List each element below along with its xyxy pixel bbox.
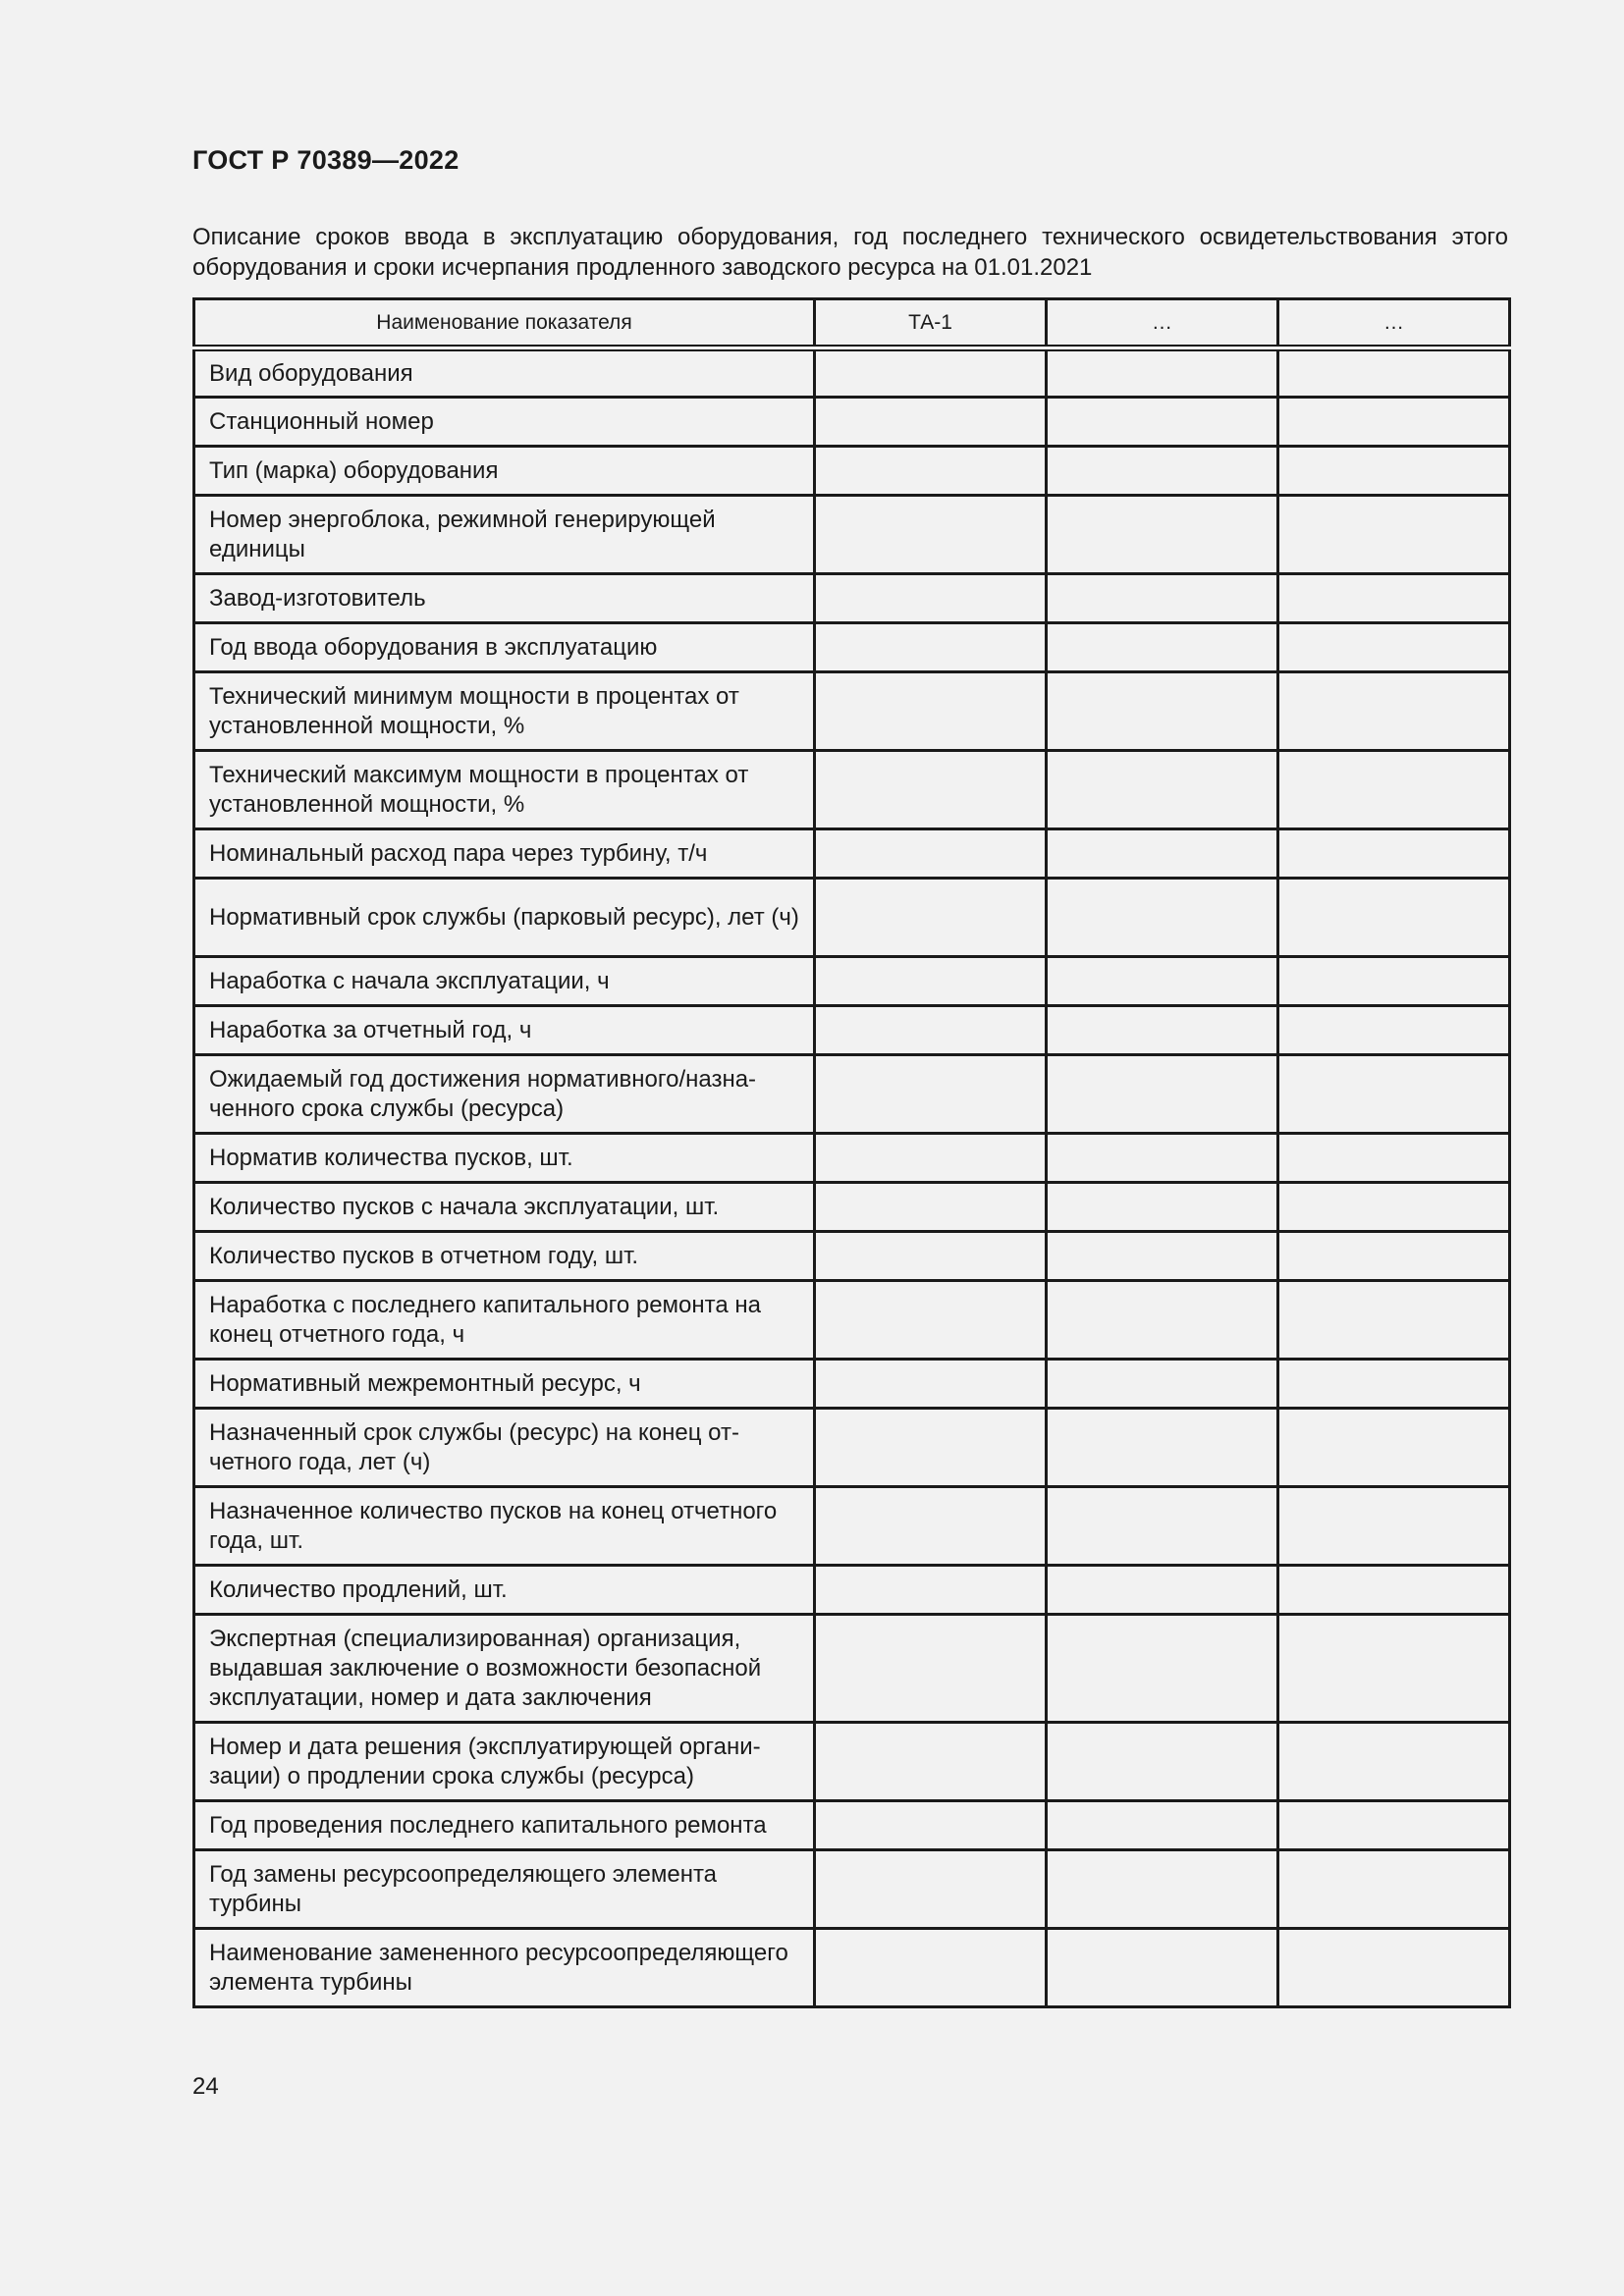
value-cell-col-3 (1278, 574, 1510, 623)
table-row (194, 623, 1510, 672)
value-cell-col-3 (1278, 1409, 1510, 1487)
indicator-label: Год замены ресурсоопределяющего элемента турбины (194, 1850, 815, 1929)
value-cell-col-3 (1278, 1006, 1510, 1055)
value-cell-col-1 (815, 1929, 1047, 2007)
table-row (194, 398, 1510, 447)
page-number: 24 (192, 2073, 219, 2100)
value-cell-col-1 (815, 1723, 1047, 1801)
value-cell-col-2 (1047, 1801, 1278, 1850)
indicator-label: Год ввода оборудования в эксплуатацию (194, 623, 815, 672)
table-row (194, 1055, 1510, 1134)
value-cell-col-2 (1047, 1006, 1278, 1055)
indicator-label: Наработка с последнего капитального ремонта на конец отчетного года, ч (194, 1281, 815, 1360)
table-row (194, 496, 1510, 574)
value-cell-col-2 (1047, 398, 1278, 447)
value-cell-col-3 (1278, 957, 1510, 1006)
value-cell-col-1 (815, 672, 1047, 751)
value-cell-col-1 (815, 1281, 1047, 1360)
table-row (194, 1487, 1510, 1566)
table-row (194, 1409, 1510, 1487)
value-cell-col-1 (815, 879, 1047, 957)
indicator-label: Наработка за отчетный год, ч (194, 1006, 815, 1055)
value-cell-col-3 (1278, 348, 1510, 398)
value-cell-col-1 (815, 957, 1047, 1006)
indicator-label: Год проведения последнего капитального ремонта (194, 1801, 815, 1850)
table-row (194, 1615, 1510, 1723)
value-cell-col-2 (1047, 879, 1278, 957)
indicator-label: Наработка с начала эксплуатации, ч (194, 957, 815, 1006)
indicator-label: Номер и дата решения (эксплуатирующей организации) о продлении срока службы (ресурса) (194, 1723, 815, 1801)
table-row (194, 879, 1510, 957)
value-cell-col-2 (1047, 829, 1278, 879)
value-cell-col-2 (1047, 1487, 1278, 1566)
table-row (194, 751, 1510, 829)
value-cell-col-1 (815, 348, 1047, 398)
value-cell-col-3 (1278, 1801, 1510, 1850)
value-cell-col-3 (1278, 1232, 1510, 1281)
table-header-row (194, 299, 1510, 348)
value-cell-col-1 (815, 496, 1047, 574)
value-cell-col-2 (1047, 348, 1278, 398)
intro-paragraph: Описание сроков ввода в эксплуатацию оборудования, год последнего технического освидетельствования этого оборудования и сроки исчерпания продленного заводского ресурса на 01.01.2021 (192, 224, 1508, 281)
value-cell-col-1 (815, 1055, 1047, 1134)
value-cell-col-1 (815, 1134, 1047, 1183)
indicators-table (192, 297, 1511, 2008)
table-row (194, 1134, 1510, 1183)
value-cell-col-2 (1047, 623, 1278, 672)
indicators-table-container (192, 297, 1508, 2008)
value-cell-col-2 (1047, 1055, 1278, 1134)
table-row (194, 1723, 1510, 1801)
value-cell-col-3 (1278, 1850, 1510, 1929)
value-cell-col-1 (815, 1615, 1047, 1723)
value-cell-col-2 (1047, 1615, 1278, 1723)
value-cell-col-3 (1278, 1360, 1510, 1409)
table-row (194, 447, 1510, 496)
table-row (194, 957, 1510, 1006)
value-cell-col-3 (1278, 1134, 1510, 1183)
indicator-label: Номинальный расход пара через турбину, т/ч (194, 829, 815, 879)
value-cell-col-3 (1278, 398, 1510, 447)
value-cell-col-1 (815, 447, 1047, 496)
header-ellipsis-1: … (1047, 299, 1278, 348)
value-cell-col-3 (1278, 1183, 1510, 1232)
value-cell-col-2 (1047, 574, 1278, 623)
value-cell-col-1 (815, 1566, 1047, 1615)
value-cell-col-3 (1278, 1723, 1510, 1801)
value-cell-col-2 (1047, 751, 1278, 829)
table-row (194, 1929, 1510, 2007)
indicator-label: Нормативный срок службы (парковый ресурс), лет (ч) (194, 879, 815, 957)
indicator-label: Вид оборудования (194, 348, 815, 398)
value-cell-col-1 (815, 1006, 1047, 1055)
table-row (194, 1566, 1510, 1615)
indicator-label: Количество пусков в отчетном году, шт. (194, 1232, 815, 1281)
value-cell-col-3 (1278, 623, 1510, 672)
value-cell-col-2 (1047, 1409, 1278, 1487)
table-row (194, 1232, 1510, 1281)
value-cell-col-1 (815, 1409, 1047, 1487)
value-cell-col-1 (815, 829, 1047, 879)
indicator-label: Назначенный срок службы (ресурс) на конец отчетного года, лет (ч) (194, 1409, 815, 1487)
value-cell-col-1 (815, 623, 1047, 672)
indicator-label: Станционный номер (194, 398, 815, 447)
table-header (194, 299, 1510, 348)
indicator-label: Норматив количества пусков, шт. (194, 1134, 815, 1183)
header-indicator-name: Наименование показателя (194, 299, 815, 348)
value-cell-col-1 (815, 1232, 1047, 1281)
value-cell-col-3 (1278, 1055, 1510, 1134)
value-cell-col-3 (1278, 1281, 1510, 1360)
table-body (194, 348, 1510, 2007)
value-cell-col-2 (1047, 1232, 1278, 1281)
indicator-label: Ожидаемый год достижения нормативного/назначенного срока службы (ресурса) (194, 1055, 815, 1134)
indicator-label: Технический минимум мощности в процентах от установленной мощности, % (194, 672, 815, 751)
value-cell-col-3 (1278, 447, 1510, 496)
table-row (194, 348, 1510, 398)
table-row (194, 1360, 1510, 1409)
value-cell-col-1 (815, 1360, 1047, 1409)
value-cell-col-3 (1278, 1566, 1510, 1615)
value-cell-col-3 (1278, 1929, 1510, 2007)
indicator-label: Нормативный межремонтный ресурс, ч (194, 1360, 815, 1409)
value-cell-col-1 (815, 574, 1047, 623)
value-cell-col-2 (1047, 447, 1278, 496)
value-cell-col-1 (815, 751, 1047, 829)
value-cell-col-3 (1278, 751, 1510, 829)
table-row (194, 1006, 1510, 1055)
table-row (194, 1183, 1510, 1232)
value-cell-col-1 (815, 1183, 1047, 1232)
indicator-label: Тип (марка) оборудования (194, 447, 815, 496)
value-cell-col-2 (1047, 1183, 1278, 1232)
value-cell-col-2 (1047, 1360, 1278, 1409)
indicator-label: Технический максимум мощности в процентах от установленной мощности, % (194, 751, 815, 829)
value-cell-col-2 (1047, 1850, 1278, 1929)
document-header: ГОСТ Р 70389—2022 (192, 145, 460, 175)
value-cell-col-1 (815, 398, 1047, 447)
indicator-label: Завод-изготовитель (194, 574, 815, 623)
value-cell-col-2 (1047, 1281, 1278, 1360)
value-cell-col-1 (815, 1801, 1047, 1850)
value-cell-col-2 (1047, 1929, 1278, 2007)
table-row (194, 1850, 1510, 1929)
header-ta-1: ТА-1 (815, 299, 1047, 348)
indicator-label: Номер энергоблока, режимной генерирующей единицы (194, 496, 815, 574)
value-cell-col-2 (1047, 496, 1278, 574)
value-cell-col-2 (1047, 1723, 1278, 1801)
value-cell-col-3 (1278, 879, 1510, 957)
value-cell-col-2 (1047, 957, 1278, 1006)
value-cell-col-3 (1278, 496, 1510, 574)
value-cell-col-3 (1278, 672, 1510, 751)
header-ellipsis-2: … (1278, 299, 1510, 348)
value-cell-col-3 (1278, 1615, 1510, 1723)
value-cell-col-1 (815, 1850, 1047, 1929)
value-cell-col-3 (1278, 1487, 1510, 1566)
value-cell-col-3 (1278, 829, 1510, 879)
table-row (194, 574, 1510, 623)
table-row (194, 829, 1510, 879)
indicator-label: Количество продлений, шт. (194, 1566, 815, 1615)
indicator-label: Экспертная (специализированная) организация, выдавшая заключение о возможности безопасной эксплуатации, номер и дата заключения (194, 1615, 815, 1723)
indicator-label: Назначенное количество пусков на конец отчетного года, шт. (194, 1487, 815, 1566)
table-row (194, 1281, 1510, 1360)
value-cell-col-1 (815, 1487, 1047, 1566)
table-row (194, 1801, 1510, 1850)
indicator-label: Наименование замененного ресурсоопределяющего элемента турбины (194, 1929, 815, 2007)
value-cell-col-2 (1047, 672, 1278, 751)
indicator-label: Количество пусков с начала эксплуатации, шт. (194, 1183, 815, 1232)
table-row (194, 672, 1510, 751)
value-cell-col-2 (1047, 1566, 1278, 1615)
value-cell-col-2 (1047, 1134, 1278, 1183)
